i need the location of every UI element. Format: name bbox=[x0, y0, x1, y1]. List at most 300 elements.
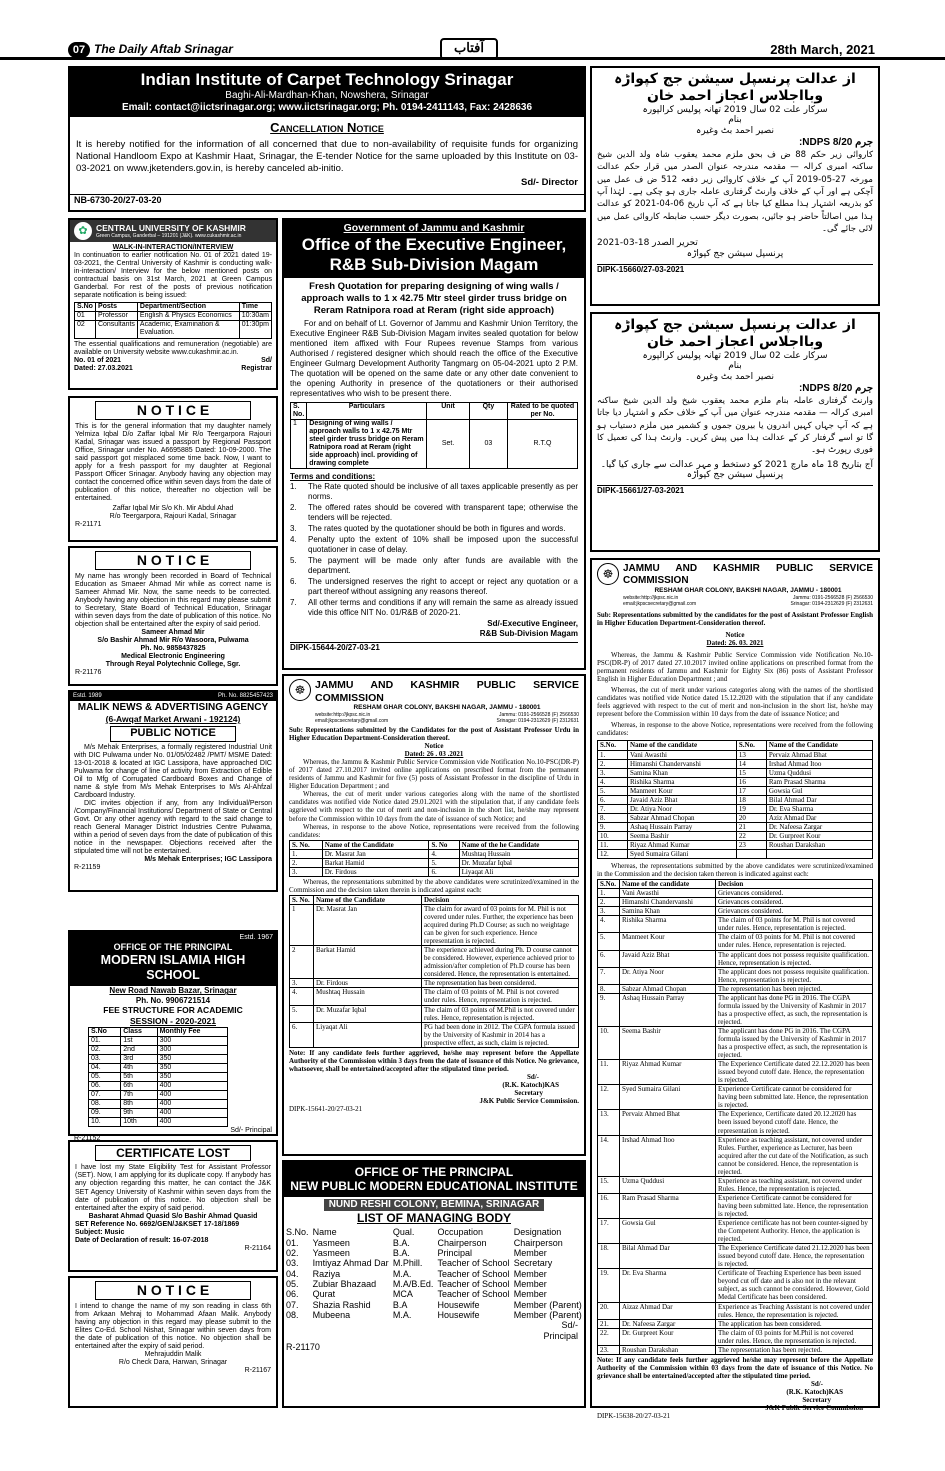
psc2-para: Whereas, in response to the above Notice, representations were received from the following candidates: bbox=[597, 721, 873, 738]
school-phone: Ph. No. 9906721514 bbox=[135, 995, 211, 1005]
table-row bbox=[598, 1135, 873, 1176]
cell: 03. bbox=[286, 1258, 299, 1269]
psc2-signatory: (R.K. Katoch)KAS bbox=[786, 1387, 843, 1396]
psc2-commission: J&K Public Service Commission bbox=[765, 1404, 863, 1413]
cell: Chairperson bbox=[437, 1237, 487, 1248]
cell: 22 bbox=[736, 831, 766, 840]
psc1-email: email:jkpscsecretary@gmail.com bbox=[315, 717, 389, 724]
cell: Sabzar Ahmad Chopan bbox=[620, 984, 716, 993]
cuk-body: In continuation to earlier notification No. 01 of 2021 dated 19-03-2021, the Central University of Kashmir is conducting walk-in-interaction/ Interview for the below mentioned posts on contractual basis on 31st March, 2021 at Green Campus Ganderbal. For rest of the posts of previous notification separate notification is being issued: bbox=[74, 252, 272, 300]
table-row bbox=[290, 858, 579, 867]
cell: 13 bbox=[736, 750, 766, 759]
psc1-commission: J&K Public Service Commission. bbox=[479, 1097, 579, 1106]
cell: The claim of 03 points for M. Phil is not covered under rules. Hence, representation is rejected. bbox=[716, 916, 873, 933]
name-correction-notice bbox=[68, 546, 278, 686]
psc2-email: email:jkpscsecretary@gmail.com bbox=[623, 600, 697, 607]
cell: Housewife bbox=[437, 1309, 480, 1320]
malik-para1: M/s Mehak Enterprises, a formally registered Industrial Unit with DIC Pulwama under No. 01/05/02482 /PMT/ MSME Dated: 13-01-2018 & located at IGC Lassipora, have approached DIC Pulwama for change of line of activity from Extraction of Edible Oil to Mfg of Corrugated Cardboard Boxes and Change of name & style from M/s Mehak Enterprises to M/s Al-Ahfzal Cardboard Industry. bbox=[74, 743, 272, 799]
cell: 20. bbox=[598, 1302, 620, 1319]
psc-english-notice bbox=[590, 558, 880, 1421]
term-text: The payment will be made only after funds are available with the department. bbox=[308, 556, 578, 576]
cell: 02. bbox=[286, 1247, 299, 1258]
rb-col: Qty bbox=[469, 403, 507, 420]
table-row bbox=[284, 1269, 584, 1279]
cell: 7. bbox=[598, 967, 620, 984]
cell: M.A. bbox=[392, 1309, 412, 1320]
cell: 14. bbox=[598, 1135, 620, 1176]
cell: Designing of wing walls / approach walls to 1 x 42.75 Mtr steel girder truss bridge on Reram Ratnipora road at Reram (right side approach) incl. providing of drawing complete bbox=[307, 420, 427, 469]
table-row bbox=[89, 1091, 228, 1100]
cell: 07. bbox=[89, 1091, 121, 1100]
cell: 1 bbox=[290, 904, 314, 945]
cell: 10:30am bbox=[239, 312, 271, 321]
cell: 06. bbox=[89, 1082, 121, 1091]
table-row bbox=[598, 984, 873, 993]
cell: 5. bbox=[429, 858, 459, 867]
malik-name: MALIK NEWS & ADVERTISING AGENCY bbox=[77, 702, 269, 714]
cell: 8th bbox=[121, 1100, 157, 1109]
malik-topbar bbox=[70, 692, 276, 701]
cell: English & Physics Economics bbox=[137, 312, 239, 321]
cell: 01 bbox=[75, 312, 96, 321]
cell: Syed Sumaira Gilani bbox=[628, 850, 737, 859]
table-row bbox=[284, 1279, 584, 1289]
cell: Pervaiz Ahmad Bhat bbox=[766, 750, 872, 759]
psc2-para: Whereas, the cut of merit under various categories along with the names of the shortlisted candidates was notified vide Notice dated 15.12.2020 with the stipulation that if any candidate feels aggrieved with respect to the cut of merit and non-inclusion in the short list, he/she may represent before the Commission within 10 days from the date of issuance Notice; and bbox=[597, 686, 873, 719]
table-row bbox=[290, 904, 579, 945]
notice-sign-line: S/o Bashir Ahmad Mir R/o Wasoora, Pulwama bbox=[97, 637, 249, 645]
cell: Dr. Masrat Jan bbox=[322, 849, 429, 858]
table-row bbox=[284, 1300, 584, 1310]
psc2-sd: Sd/- bbox=[810, 1379, 823, 1388]
table-row bbox=[598, 1345, 873, 1354]
cuk-col: S.No bbox=[75, 303, 96, 312]
cell: 21 bbox=[736, 822, 766, 831]
cell: M.A. bbox=[392, 1268, 412, 1279]
cell: Teacher of School bbox=[437, 1278, 510, 1289]
cuk-foot: The essential qualifications and remuneration (negotiable) are available on University website www.cukashmir.ac.in. bbox=[74, 340, 272, 356]
table-row bbox=[89, 1109, 228, 1118]
table-row bbox=[598, 1328, 873, 1345]
table-row bbox=[290, 1022, 579, 1047]
psc1-subject: Sub: Representations submitted by the Candidates for the post of Assistant Professor Urdu in Higher Education Department-Consideration thereof. bbox=[289, 725, 579, 743]
cell: 2. bbox=[598, 898, 620, 907]
cell: Dr. Firdous bbox=[322, 867, 429, 876]
table-row bbox=[598, 967, 873, 984]
cell: Pervaiz Ahmed Bhat bbox=[620, 1110, 716, 1135]
cell: 01. bbox=[89, 1036, 121, 1045]
cell: Dr. Masrat Jan bbox=[314, 904, 422, 945]
court-charge: جرم 8/20 NDPS: bbox=[798, 382, 873, 394]
term-text: Penalty upto the extent of 10% shall be imposed upon the successful quotationer in case of delay. bbox=[308, 535, 578, 555]
cert-title: CERTIFICATE LOST bbox=[95, 1145, 251, 1161]
cell: 10. bbox=[598, 1026, 620, 1059]
table-row bbox=[598, 907, 873, 916]
table-row bbox=[89, 1082, 228, 1091]
cell: Imtiyaz Ahmad Dar bbox=[312, 1258, 389, 1269]
notice-sign-address: R/o Teergarpora, Rajouri Kadal, Srinagar bbox=[109, 513, 237, 521]
psc2-head bbox=[597, 563, 873, 607]
notice-body: I intend to change the name of my son reading in class 6th from Arkaan Mehraj to Mohammad Afaan Malik. Anybody having any objection in this regard may please submit to the Elites Co-Ed. School Nishat, Srinagar within seven days from the date of publication of this notice. No objection shall be entertained after the expiry of said period. bbox=[75, 1302, 271, 1351]
cell: Mubeena bbox=[312, 1309, 351, 1320]
cell: 02 bbox=[75, 321, 96, 338]
cell: Mushtaq Hussain bbox=[314, 988, 422, 1005]
notice-ref: R-21167 bbox=[244, 1367, 271, 1375]
col: S. No bbox=[429, 840, 459, 849]
cell: 21. bbox=[598, 1319, 620, 1328]
malik-para2: DIC invites objection if any, from any Individual/Person /Company/Financial Institutions/ Department of State or Central Govt. Or any other agency with regard to the said change to reach General Manager District Industries Centre Pulwama, within a period of seven days from the date of publication of this notice in the newspaper. Objections received after the stipulated time will not be entertained. bbox=[74, 799, 272, 856]
cell: The representation has been rejected. bbox=[716, 1345, 873, 1354]
cell: Seema Bashir bbox=[628, 831, 737, 840]
cell: Zubiar Bhazaad bbox=[312, 1278, 377, 1289]
cell: 4. bbox=[598, 916, 620, 933]
court-case: سرکار علت 02 سال 2019 تھانہ پولیس کرالپورہ bbox=[642, 350, 828, 361]
psc1-candidates-table bbox=[289, 840, 579, 877]
list-item bbox=[290, 482, 578, 502]
carpet-title: Indian Institute of Carpet Technology Srinagar bbox=[140, 70, 514, 89]
psc1-phone: Srinagar: 0194-2312629 (F) 2312631 bbox=[496, 717, 579, 724]
cell: 400 bbox=[157, 1091, 227, 1100]
psc1-notice: Notice bbox=[424, 742, 444, 751]
carpet-notice-title: Cancellation Notice bbox=[270, 120, 384, 136]
cell: Vani Awasthi bbox=[628, 750, 737, 759]
cell: 1st bbox=[121, 1036, 157, 1045]
school-office: OFFICE OF THE PRINCIPAL bbox=[113, 942, 233, 953]
cuk-col: Posts bbox=[95, 303, 137, 312]
cell: Ram Prasad Sharma bbox=[620, 1193, 716, 1218]
table-row bbox=[290, 946, 579, 979]
cell: B.A bbox=[392, 1299, 408, 1310]
rb-division: R&B Sub-Division Magam bbox=[329, 254, 539, 274]
psc1-signatory: (R.K. Katoch)KAS bbox=[502, 1080, 559, 1089]
term-text: The offered rates should be covered with transparent tape; otherwise the tenders will be rejected. bbox=[308, 503, 578, 523]
cert-ref: R-21164 bbox=[244, 1244, 271, 1252]
cell: 6. bbox=[290, 1022, 314, 1047]
notice-sign-address: R/o Check Dara, Harwan, Srinagar bbox=[118, 1359, 228, 1367]
cell: Roushan Darakshan bbox=[620, 1345, 716, 1354]
cell: The experience achieved during Ph. D course cannot be considered. However, experience achieved prior to admission/after completion of Ph.D course has been considered. Hence, the representation is entertained. bbox=[422, 946, 579, 979]
cell: Himanshi Chandervanshi bbox=[628, 759, 737, 768]
cell: 2. bbox=[290, 858, 323, 867]
cuk-col: Time bbox=[239, 303, 271, 312]
term-text: The Rate quoted should be inclusive of all taxes applicable presently as per norms. bbox=[308, 482, 578, 502]
cell: Rishika Sharma bbox=[628, 777, 737, 786]
col: Name of the Candidate bbox=[322, 840, 429, 849]
court-accused: نصیر احمد بٹ وغیرہ bbox=[696, 372, 774, 383]
cell: 8. bbox=[598, 984, 620, 993]
court-sign: پرنسپل سیشن جج کپواڑہ bbox=[686, 248, 784, 259]
col: S.No. bbox=[598, 880, 620, 889]
rb-quotation-notice bbox=[282, 218, 586, 670]
cell: The applicant has done PG in 2016. The CGPA formula issued by the University of Kashmir in 2017 has a prospective effect, as such, the representation is rejected. bbox=[716, 993, 873, 1026]
table-row bbox=[284, 1310, 584, 1320]
cell: Qurat bbox=[312, 1289, 336, 1300]
cell bbox=[766, 850, 872, 859]
table-row bbox=[598, 916, 873, 933]
school-estd: Estd. 1967 bbox=[239, 934, 273, 941]
psc2-dated: Dated: 26. 03. 2021 bbox=[706, 638, 764, 647]
table-row bbox=[290, 849, 579, 858]
col: Name of the candidate bbox=[620, 880, 716, 889]
cell: 5th bbox=[121, 1072, 157, 1081]
cell: The claim for award of 03 points for M. Phil is not covered under rules. Further, the experience has been acquired during Ph.D Course; as such no weightage can be given for such experience. Hence representation is rejected. bbox=[422, 904, 579, 945]
psc2-subject: Sub: Representations submitted by the candidates for the post of Assistant Professor English in Higher Education Department-Consideration thereof. bbox=[597, 610, 873, 627]
cell: Shazia Rashid bbox=[312, 1299, 371, 1310]
cell: Dr. Atiya Noor bbox=[620, 967, 716, 984]
cell: Consultants bbox=[95, 321, 137, 338]
cell: 3. bbox=[290, 979, 314, 988]
cell: 300 bbox=[157, 1036, 227, 1045]
psc1-para: Whereas, the cut of merit under various categories along with the name of the shortlisted candidates was notified vide Notice dated 29.01.2021 with the stipulation that, if any candidate feels aggrieved with respect to the cut of merit and non-inclusion in the short list, he/she may represent before the Commission within 10 days from the date of issuance of such Notice; and bbox=[289, 790, 579, 823]
table-row bbox=[291, 420, 578, 469]
psc2-address: RESHAM GHAR COLONY, BAKSHI NAGAR, JAMMU - 180001 bbox=[654, 587, 842, 594]
table-row bbox=[598, 898, 873, 907]
court-banam: بنام bbox=[728, 361, 742, 372]
notice-sign-line: Through Reyal Polytechnic College, Sgr. bbox=[105, 661, 241, 669]
cell: 350 bbox=[157, 1063, 227, 1072]
table-row bbox=[598, 950, 873, 967]
cuk-name: CENTRAL UNIVERSITY OF KASHMIR bbox=[96, 222, 246, 233]
cell: The claim of 03 points of M. Phil is not covered under rules. Hence, representation is rejected. bbox=[422, 988, 579, 1005]
cell: Teacher of School bbox=[437, 1258, 510, 1269]
notice-title: N O T I C E bbox=[95, 1281, 251, 1300]
cell: 2 bbox=[290, 946, 314, 979]
psc1-ref: DIPK-15641-20/27-03-21 bbox=[289, 1105, 363, 1114]
carpet-address: Baghi-Ali-Mardhan-Khan, Nowshera, Srinagar bbox=[225, 90, 429, 102]
cell: Grievances considered. bbox=[716, 898, 873, 907]
cert-line: Date of Declaration of result: 16-07-2018 bbox=[75, 1236, 209, 1244]
cell: Academic, Examination & Evaluation. bbox=[137, 321, 239, 338]
table-row bbox=[598, 786, 873, 795]
page-header bbox=[0, 40, 945, 60]
carpet-body: It is hereby notified for the information of all concerned that due to non-availability of requisite funds for organizing National Handloom Expo at Kashmir Haat, Srinagar, the E-tender Notice for the same uploaded by this Institute on 03-03-2021 on www.jketenders.gov.in, is hereby canceled ab-initio. bbox=[76, 138, 578, 174]
cell: The claim of 03 points for M.Phil is not covered under rules. Hence, the representation is rejected. bbox=[716, 1328, 873, 1345]
cell: M.A/B.Ed. bbox=[392, 1278, 434, 1289]
cuk-no: No. 01 of 2021 bbox=[74, 356, 122, 364]
psc1-dated: Dated: 26 . 03 .2021 bbox=[404, 750, 464, 759]
page-number: 07 bbox=[68, 42, 90, 58]
rb-title: Fresh Quotation for preparing designing of wing walls / approach walls to 1 x 42.75 Mtr steel girder truss bridge on Reram Ratnipora road at Reram (right side approach) bbox=[301, 281, 567, 317]
school-address: New Road Nawab Bazar, Srinagar bbox=[109, 986, 237, 996]
table-row bbox=[89, 1036, 228, 1045]
term-text: All other terms and conditions if any will remain the same as already issued vide this office NIT No. 01/R&B of 2020-21. bbox=[308, 598, 578, 618]
rb-government: Government of Jammu and Kashmir bbox=[343, 222, 525, 234]
table-row bbox=[598, 1085, 873, 1110]
cell: Javaid Aziz Bhat bbox=[620, 950, 716, 967]
cell: 07. bbox=[286, 1299, 299, 1310]
cell: Dr. Gurpreet Kour bbox=[620, 1328, 716, 1345]
malik-estd: Estd. 1989 bbox=[73, 693, 102, 699]
cell: Secretary bbox=[513, 1258, 553, 1269]
psc2-secretary: Secretary bbox=[802, 1396, 831, 1405]
cell: Ashaq Hussain Parray bbox=[620, 993, 716, 1026]
table-row bbox=[598, 993, 873, 1026]
cell: 10. bbox=[89, 1118, 121, 1127]
cell: 5. bbox=[290, 1005, 314, 1022]
cell: Bilal Ahmad Dar bbox=[766, 795, 872, 804]
npm-list-title: LIST OF MANAGING BODY bbox=[357, 1210, 511, 1225]
certificate-lost-notice bbox=[68, 1140, 278, 1272]
cell: 04. bbox=[286, 1268, 299, 1279]
table-row bbox=[75, 312, 272, 321]
cell: Irshad Ahmad Itoo bbox=[620, 1135, 716, 1176]
cell: Aizaz Ahmad Dar bbox=[620, 1302, 716, 1319]
cell: Roushan Darakshan bbox=[766, 840, 872, 849]
cell: R.T.Q bbox=[508, 420, 578, 469]
col: S. No. bbox=[290, 840, 323, 849]
col: Occupation bbox=[437, 1227, 483, 1238]
cell: Member bbox=[513, 1268, 547, 1279]
table-row bbox=[598, 1269, 873, 1302]
rb-col: S. No. bbox=[291, 403, 307, 420]
cell: 03. bbox=[89, 1054, 121, 1063]
psc1-phone: Jammu: 0191-2566528 (F) 2566530 bbox=[498, 711, 579, 718]
malik-ref: R-21159 bbox=[74, 864, 101, 872]
cuk-banner bbox=[70, 220, 276, 242]
npm-principal: Principal bbox=[543, 1331, 578, 1342]
cell: 6. bbox=[598, 795, 628, 804]
table-row bbox=[290, 1005, 579, 1022]
cell: 11. bbox=[598, 1060, 620, 1085]
court-sign: پرنسپل سیشن جج کپواڑہ bbox=[686, 470, 784, 481]
notice-sign: Mehrajuddin Malik bbox=[144, 1351, 202, 1359]
table-row bbox=[598, 1319, 873, 1328]
cell: 9th bbox=[121, 1109, 157, 1118]
cell bbox=[736, 850, 766, 859]
cell: Professor bbox=[95, 312, 137, 321]
list-number: 3. bbox=[290, 524, 297, 534]
list-number: 2. bbox=[290, 503, 297, 513]
cell: The claim of 03 points of M.Phil is not covered under rules. Hence, representation is rejected. bbox=[422, 1005, 579, 1022]
table-row bbox=[598, 933, 873, 950]
psc2-phone: Srinagar: 0194-2312629 (F) 2312631 bbox=[790, 600, 873, 607]
list-item bbox=[290, 577, 578, 597]
carpet-ref: NB-6730-20/27-03-20 bbox=[70, 194, 584, 206]
cell: 7th bbox=[121, 1091, 157, 1100]
psc1-note: Note: If any candidate feels further aggrieved, he/she may represent before the Appellate Authority of the Commission within 3 days from the date of issuance of this Notice. No grievance, whatsoever, shall be entertained/accepted after the stipulated time period. bbox=[289, 1048, 579, 1073]
cell: Manmeet Kour bbox=[620, 933, 716, 950]
cell: Barkat Hamid bbox=[314, 946, 422, 979]
malik-address: (6-Awqaf Market Arwani - 192124) bbox=[105, 714, 241, 725]
passport-notice bbox=[68, 396, 278, 542]
cell: Liyaqat Ali bbox=[314, 1022, 422, 1047]
col: Decision bbox=[422, 895, 579, 904]
rb-sign: Sd/-Executive Engineer, bbox=[487, 619, 578, 629]
psc2-ref: DIPK-15638-20/27-03-21 bbox=[597, 1412, 671, 1421]
rb-body: For and on behalf of Lt. Governor of Jammu and Kashmir Union Territory, the Executive Engineer R&B Sub-Division Magam invites sealed quotation for below mentioned item affixed with Four Rupees revenue Stamps from various Authorised / registered designer which should reach the office of the Executive Engineer Gulmarg Development Authority Tangmarg on 05-04-2021 upto 2 P.M. The quotation will be opened on the same date or any other date convenient to the opening Authority in presence of the quotationers or their authorised representatives who wish to be present there. bbox=[290, 319, 578, 398]
fee-col: Monthly Fee bbox=[157, 1027, 227, 1036]
cell: 11. bbox=[598, 840, 628, 849]
cell: 23. bbox=[598, 1345, 620, 1354]
psc2-web: website:http://jkpsc.nic.in bbox=[623, 594, 679, 601]
cell: 4. bbox=[290, 988, 314, 1005]
col: Qual. bbox=[392, 1227, 415, 1238]
table-row bbox=[290, 988, 579, 1005]
cell: Experience Certificate cannot be considered for having been submitted late. Hence, the representation is rejected. bbox=[716, 1193, 873, 1218]
cell: 17 bbox=[736, 786, 766, 795]
cell: The Experience Certificate dated 21.12.2020 has been issued beyond cutoff date. Hence, the representation is rejected. bbox=[716, 1244, 873, 1269]
rb-sign-division: R&B Sub-Division Magam bbox=[479, 629, 578, 639]
psc2-para: Whereas, the representations submitted by the above candidates were scrutinized/examined in the Commission and the decision taken thereon is indicated against each: bbox=[597, 862, 873, 879]
table-row bbox=[598, 804, 873, 813]
cell: Gowsia Gul bbox=[620, 1219, 716, 1244]
fee-col: S.No bbox=[89, 1027, 121, 1036]
cell: 16 bbox=[736, 777, 766, 786]
cell: 300 bbox=[157, 1045, 227, 1054]
cell: 9. bbox=[598, 993, 620, 1026]
table-row bbox=[284, 1289, 584, 1299]
court-title: از عدالت پرنسپل سیشن جج کپواڑہ وبااجلاس اعجاز احمد خان bbox=[614, 317, 856, 350]
npm-banner bbox=[284, 1162, 584, 1197]
cell: Mushtaq Hussain bbox=[459, 849, 578, 858]
malik-agency-notice bbox=[68, 690, 278, 892]
cell: Member bbox=[513, 1247, 547, 1258]
court-title: از عدالت پرنسپل سیشن جج کپواڑہ وبااجلاس اعجاز احمد خان bbox=[614, 71, 856, 104]
cell: 12. bbox=[598, 850, 628, 859]
psc1-secretary: Secretary bbox=[514, 1089, 543, 1097]
cell: 3rd bbox=[121, 1054, 157, 1063]
fee-session: SESSION - 2020-2021 bbox=[130, 1015, 216, 1026]
cert-sign: Basharat Ahmad Quasid S/o Bashir Ahmad Quasid bbox=[88, 1212, 258, 1220]
cell: Dr. Muzafar Iqbal bbox=[314, 1005, 422, 1022]
table-row bbox=[284, 1258, 584, 1268]
table-row bbox=[598, 777, 873, 786]
col: Name of the candidate bbox=[628, 741, 737, 750]
cell: 02. bbox=[89, 1045, 121, 1054]
court-accused: نصیر احمد بٹ وغیرہ bbox=[696, 126, 774, 137]
cell: 3. bbox=[598, 907, 620, 916]
cert-body: I have lost my State Eligibility Test for Assistant Professor (SET). Now, I am applying for its duplicate copy. If anybody has any objection regarding this matter, he can contact the J&K SET Agency University of Kashmir within seven days from the date of publication of this notice. No objection shall be entertained after the expiry of said period. bbox=[75, 1164, 271, 1212]
list-item bbox=[290, 535, 578, 555]
cell: The applicant has done PG in 2016. The CGPA formula issued by the University of Kashmir in 2017 has a prospective effect, as such, the representation is rejected. bbox=[716, 1026, 873, 1059]
cell: 14 bbox=[736, 759, 766, 768]
carpet-banner bbox=[70, 68, 584, 117]
court-ref: DIPK-15661/27-03-2021 bbox=[597, 485, 873, 496]
table-row bbox=[598, 1193, 873, 1218]
list-number: 5. bbox=[290, 556, 297, 566]
cell: 400 bbox=[157, 1100, 227, 1109]
cell: 4th bbox=[121, 1063, 157, 1072]
rb-terms-title: Terms and conditions: bbox=[290, 472, 376, 482]
cell: Member bbox=[513, 1278, 547, 1289]
cell: The Experience Certificate dated 22.12.2020 has been issued beyond cutoff date. Hence, the representation is rejected. bbox=[716, 1060, 873, 1085]
cell: The applicant does not possess requisite qualification. Hence, representation is rejected. bbox=[716, 950, 873, 967]
cell: Certificate of Teaching Experience has been issued beyond cut off date and is also not in the relevant subject, as such cannot be considered. However, Gold Medal Certificate has been considered. bbox=[716, 1269, 873, 1302]
table-row bbox=[89, 1054, 228, 1063]
table-row bbox=[598, 1244, 873, 1269]
table-row bbox=[290, 867, 579, 876]
cell: The claim of 03 points for M. Phil is not covered under rules. Hence, representation is rejected. bbox=[716, 933, 873, 950]
cell: 06. bbox=[286, 1289, 299, 1300]
cell: Javaid Aziz Bhat bbox=[628, 795, 737, 804]
table-row bbox=[598, 850, 873, 859]
col: S.No. bbox=[736, 741, 766, 750]
cell: 3. bbox=[598, 768, 628, 777]
cell: PG had been done in 2012. The CGPA formula issued by the University of Kashmir in 2014 has a prospective effect, as such, claim is rejected. bbox=[422, 1022, 579, 1047]
cell: Uzma Quddusi bbox=[620, 1176, 716, 1193]
cuk-title: WALK-IN-INTERACTION/INTERVIEW bbox=[112, 244, 234, 251]
name-change-notice bbox=[68, 1276, 278, 1408]
notice-sign-line: Medical Electronic Engineering bbox=[121, 653, 225, 661]
cell: 15 bbox=[736, 768, 766, 777]
col: S.No. bbox=[598, 741, 628, 750]
table-row bbox=[89, 1072, 228, 1081]
cell: 9. bbox=[598, 822, 628, 831]
cell: Irshad Ahmad Itoo bbox=[766, 759, 872, 768]
npm-name: NEW PUBLIC MODERN EDUCATIONAL INSTITUTE bbox=[290, 1179, 578, 1194]
school-fee-notice bbox=[68, 930, 278, 1143]
cell: The representation has been considered. bbox=[422, 979, 579, 988]
